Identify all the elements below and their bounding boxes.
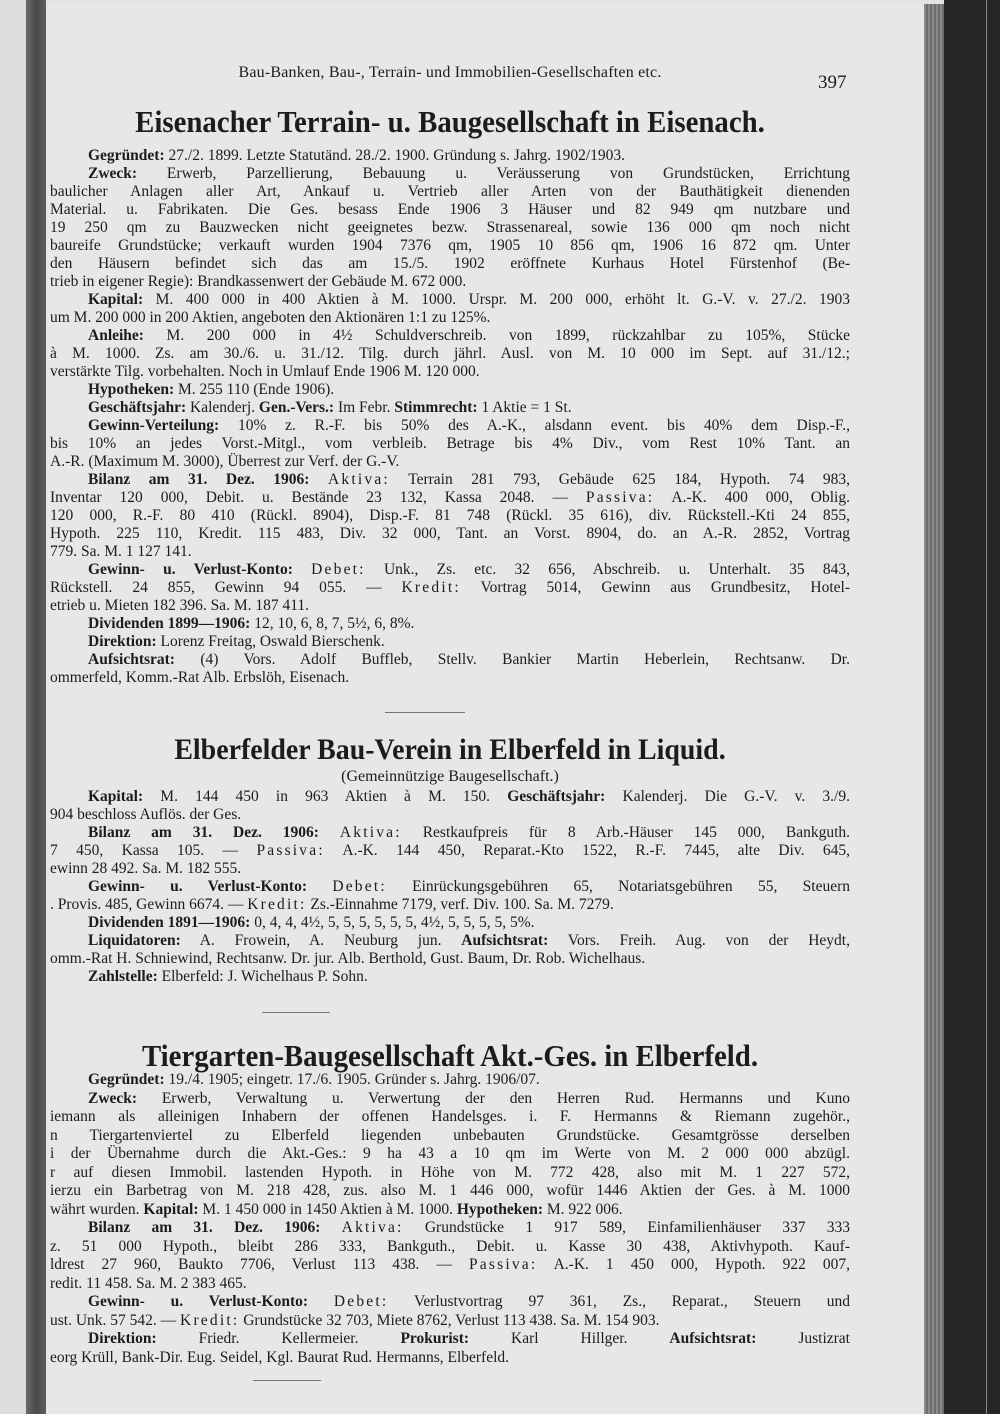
text-line — [50, 968, 850, 986]
text-line — [50, 651, 850, 669]
text-line — [50, 399, 850, 417]
field-text: ierzu ein Barbetrag von M. 218 428, zus. also M. 1 446 000, wofür 1446 Aktien der Ges. à M. 1000 — [50, 1182, 850, 1199]
ledger-side-label: Passiva: — [256, 842, 325, 859]
field-text: r auf diesen Immobil. lastenden Hypoth. in Höhe von M. 772 428, also mit M. 1 227 572, — [50, 1163, 850, 1181]
text-line — [50, 489, 850, 507]
field-label: Geschäftsjahr: — [88, 399, 187, 416]
field-text: A. Frowein, A. Neuburg jun. — [180, 932, 462, 949]
text-line — [50, 1182, 850, 1201]
field-text: iemann als alleinigen Inhabern der offenen Handelsges. i. F. Hermanns & Riemann zugehör., — [50, 1108, 850, 1125]
field-text: n Tiergartenviertel zu Elberfeld liegenden unbebauten Grundstücke. Gesamtgrösse derselben — [50, 1126, 850, 1144]
field-text: omm.-Rat H. Schniewind, Rechtsanw. Dr. jur. Alb. Berthold, Gust. Baum, Dr. Rob. Wichelhaus. — [50, 950, 646, 967]
text-line — [50, 878, 850, 896]
text-line — [50, 1164, 850, 1183]
field-label: Gewinn- u. Verlust-Konto: — [88, 1293, 309, 1310]
field-text — [319, 824, 340, 841]
field-text: ewinn 28 492. Sa. M. 182 555. — [50, 860, 242, 877]
field-label: Dividenden 1891—1906: — [88, 914, 251, 931]
text-line — [50, 147, 850, 165]
field-text: 1 Aktie = 1 St. — [477, 399, 572, 416]
field-text: Material. u. Fabrikaten. Die Ges. besass Ende 1906 3 Häuser und 82 949 qm nutzbare und — [50, 201, 850, 218]
previous-page-edge — [0, 0, 26, 1414]
text-line — [50, 327, 850, 345]
field-text: Grundstücke 1 917 589, Einfamilienhäuser 337 333 — [403, 1219, 851, 1236]
text-line — [50, 1071, 850, 1090]
field-text: (4) Vors. Adolf Buffleb, Stellv. Bankier Martin Heberlein, Rechtsanw. Dr. — [174, 651, 850, 668]
text-line — [50, 1256, 850, 1275]
field-text: Rückstell. 24 855, Gewinn 94 055. — — [50, 579, 402, 596]
field-text: . Provis. 485, Gewinn 6674. — — [50, 896, 248, 913]
text-line — [50, 345, 850, 363]
field-label: Gen.-Vers.: — [258, 399, 335, 416]
field-text: Verlustvortrag 97 361, Zs., Reparat., Steuern und — [388, 1293, 850, 1310]
text-line — [50, 1275, 850, 1294]
field-text: A.-K. 144 450, Reparat.-Kto 1522, R.-F. 7445, alte Div. 645, — [324, 842, 850, 859]
field-text: Justizrat — [756, 1330, 850, 1347]
text-line — [50, 525, 850, 543]
field-text: Im Febr. — [334, 399, 395, 416]
ledger-side-label: Kredit: — [180, 1311, 240, 1329]
text-line — [50, 950, 850, 968]
field-text: Unk., Zs. etc. 32 656, Abschreib. u. Unterhalt. 35 843, — [365, 561, 851, 578]
text-line — [50, 914, 850, 932]
running-header: Bau-Banken, Bau-, Terrain- und Immobilien-Gesellschaften etc. — [238, 64, 662, 81]
field-label: Gewinn- u. Verlust-Konto: — [88, 878, 307, 895]
field-text: eorg Krüll, Bank-Dir. Eug. Seidel, Kgl. Baurat Rud. Hermanns, Elberfeld. — [50, 1348, 510, 1366]
text-line — [50, 291, 850, 309]
field-text: 27./2. 1899. Letzte Statutänd. 28./2. 1900. Gründung s. Jahrg. 1902/1903. — [164, 147, 626, 164]
field-text: Hypoth. 225 110, Kredit. 115 483, Div. 32 000, Tant. an Vorst. 8904, do. an A.-R. 2852, Vortrag — [50, 525, 850, 542]
text-line — [50, 471, 850, 489]
field-text: verstärkte Tilg. vorbehalten. Noch in Umlauf Ende 1906 M. 120 000. — [50, 363, 480, 380]
text-line — [50, 381, 850, 399]
field-label: Hypotheken: — [88, 381, 175, 398]
field-text: Lorenz Freitag, Oswald Bierschenk. — [156, 633, 385, 650]
field-text: Vors. Freih. Aug. von der Heydt, — [548, 932, 850, 949]
field-text: Erwerb, Parzellierung, Bebauung u. Veräusserung von Grundstücken, Errichtung — [137, 165, 850, 182]
page-number: 397 — [818, 72, 847, 93]
field-text: 10% z. R.-F. bis 50% des A.-K., alsdann event. bis 40% dem Disp.-F., — [219, 417, 850, 434]
field-text: Inventar 120 000, Debit. u. Bestände 23 132, Kassa 2048. — — [50, 489, 586, 506]
ledger-side-label: Aktiva: — [339, 824, 402, 841]
field-text: bis 10% an jedes Vorst.-Mitgl., vom verbleib. Betrage bis 4% Div., vom Rest 10% Tant. an — [50, 435, 850, 452]
field-label: Kapital: — [88, 788, 144, 805]
field-text — [320, 1219, 341, 1236]
field-text: M. 400 000 in 400 Aktien à M. 1000. Urspr. M. 200 000, erhöht lt. G.-V. v. 27./2. 1903 — [143, 291, 850, 308]
field-text — [308, 1293, 334, 1310]
text-line — [50, 183, 850, 201]
field-label: Gewinn-Verteilung: — [88, 417, 220, 434]
scan-background — [944, 0, 1000, 1414]
field-text: A.-K. 400 000, Oblig. — [654, 489, 850, 506]
text-line — [50, 860, 850, 878]
field-label: Bilanz am 31. Dez. 1906: — [88, 824, 319, 841]
ledger-side-label: Aktiva: — [328, 471, 390, 488]
field-text: 779. Sa. M. 1 127 141. — [50, 543, 192, 560]
field-label: Dividenden 1899—1906: — [88, 615, 251, 632]
text-line — [50, 1145, 850, 1164]
field-text: z. 51 000 Hypoth., bleibt 286 333, Bankguth., Debit. u. Kasse 30 438, Aktivhypoth. Kauf- — [50, 1237, 850, 1255]
ledger-side-label: Aktiva: — [341, 1219, 404, 1236]
ledger-side-label: Debet: — [332, 878, 387, 895]
text-line — [50, 363, 850, 381]
field-text: ust. Unk. 57 542. — — [50, 1311, 181, 1329]
text-line — [50, 237, 850, 255]
field-text: Vortrag 5014, Gewinn aus Grundbesitz, Hotel- — [460, 579, 850, 596]
company-entry-eisenach — [50, 147, 850, 687]
ledger-side-label: Debet: — [311, 561, 366, 578]
field-label: Liquidatoren: — [88, 932, 181, 949]
field-text: redit. 11 458. Sa. M. 2 383 465. — [50, 1274, 247, 1292]
field-text: i der Übernahme durch die Akt.-Ges.: 9 ha 43 a 10 qm im Werte von M. 2 000 000 abzügl. — [50, 1145, 850, 1162]
field-text: Erwerb, Verwaltung u. Verwertung der den Herren Rud. Hermanns und Kuno — [137, 1089, 850, 1107]
field-text: à M. 1000. Zs. am 30./6. u. 31./12. Tilg. durch jährl. Ausl. von M. 10 000 im Sept. auf 31./12.; — [50, 345, 850, 362]
field-text: M. 922 006. — [543, 1200, 623, 1218]
company-title-eisenach: Eisenacher Terrain- u. Baugesellschaft in Eisenach. — [135, 104, 765, 139]
text-line — [50, 1090, 850, 1109]
field-text: Friedr. Kellermeier. — [156, 1330, 401, 1347]
field-text: Grundstücke 32 703, Miete 8762, Verlust 113 438. Sa. M. 154 903. — [239, 1311, 660, 1329]
field-label: Zweck: — [88, 1089, 138, 1107]
company-title-elberfelder-bauverein: Elberfelder Bau-Verein in Elberfeld in Liquid. — [174, 733, 726, 766]
field-text: A.-K. 1 450 000, Hypoth. 922 007, — [537, 1256, 850, 1273]
text-line — [50, 1108, 850, 1127]
field-text: währt wurden. — [50, 1200, 144, 1218]
text-line — [50, 669, 850, 687]
text-line — [50, 219, 850, 237]
field-label: Gegründet: — [88, 1071, 165, 1088]
ledger-side-label: Kredit: — [247, 896, 307, 913]
field-text: Restkaufpreis für 8 Arb.-Häuser 145 000, Bankguth. — [401, 824, 851, 841]
field-label: Stimmrecht: — [394, 399, 478, 416]
field-text: 120 000, R.-F. 80 410 (Rückl. 8904), Disp.-F. 81 748 (Rückl. 35 616), div. Rückstell.-Kti 24 855, — [50, 507, 850, 524]
field-label: Aufsichtsrat: — [461, 932, 549, 949]
section-divider — [385, 712, 465, 713]
field-text: M. 144 450 in 963 Aktien à M. 150. — [143, 788, 508, 805]
section-divider — [253, 1380, 321, 1381]
text-line — [50, 842, 850, 860]
text-line — [50, 417, 850, 435]
text-line — [50, 309, 850, 327]
field-label: Aufsichtsrat: — [88, 651, 175, 668]
company-subtitle: (Gemeinnützige Baugesellschaft.) — [341, 768, 559, 785]
company-title-tiergarten: Tiergarten-Baugesellschaft Akt.-Ges. in Elberfeld. — [141, 1038, 759, 1073]
field-text: 12, 10, 6, 8, 7, 5½, 6, 8%. — [250, 615, 415, 632]
text-line — [50, 932, 850, 950]
ledger-side-label: Kredit: — [401, 579, 461, 596]
text-line — [50, 255, 850, 273]
field-text: um M. 200 000 in 200 Aktien, angeboten den Aktionären 1:1 zu 125%. — [50, 309, 491, 326]
field-text: baureife Grundstücke; verkauft wurden 1904 7376 qm, 1905 10 856 qm, 1906 16 872 qm. Unter — [50, 237, 850, 254]
text-line — [50, 1219, 850, 1238]
field-text: trieb in eigener Regie): Brandkassenwert der Gebäude M. 672 000. — [50, 273, 467, 290]
field-label: Gewinn- u. Verlust-Konto: — [88, 561, 293, 578]
ledger-side-label: Debet: — [333, 1293, 389, 1310]
field-text: ldrest 27 960, Baukto 7706, Verlust 113 438. — — [50, 1256, 469, 1273]
text-line — [50, 896, 850, 914]
field-text — [309, 471, 328, 488]
field-label: Direktion: — [88, 633, 157, 650]
book-gutter — [26, 0, 46, 1414]
field-label: Kapital: — [143, 1200, 199, 1218]
field-text: etrieb u. Mieten 182 396. Sa. M. 187 411. — [50, 597, 310, 614]
field-label: Direktion: — [88, 1330, 157, 1347]
field-text: 904 beschloss Auflös. der Ges. — [50, 806, 242, 823]
field-text: ommerfeld, Komm.-Rat Alb. Erbslöh, Eisenach. — [50, 669, 350, 686]
field-label: Geschäftsjahr: — [507, 788, 606, 805]
text-line — [50, 1312, 850, 1331]
field-text — [307, 878, 332, 895]
field-text: 7 450, Kassa 105. — — [50, 842, 257, 859]
text-line — [50, 165, 850, 183]
text-line — [50, 597, 850, 615]
text-line — [50, 806, 850, 824]
text-line — [50, 543, 850, 561]
text-line — [50, 507, 850, 525]
field-label: Zweck: — [88, 165, 138, 182]
company-entry-elberfelder-bauverein — [50, 788, 850, 986]
text-line — [50, 1330, 850, 1349]
field-text: M. 1 450 000 in 1450 Aktien à M. 1000. — [198, 1200, 457, 1218]
text-line — [50, 453, 850, 471]
field-text: Zs.-Einnahme 7179, verf. Div. 100. Sa. M. 7279. — [306, 896, 614, 913]
field-text: 19 250 qm zu Bauzwecken nicht geeignetes bezw. Strassenareal, sowie 136 000 qm noch nicht — [50, 219, 850, 236]
company-entry-tiergarten — [50, 1071, 850, 1367]
field-label: Anleihe: — [88, 327, 144, 344]
text-line — [50, 201, 850, 219]
page-edge-stack — [924, 4, 944, 1414]
text-line — [50, 633, 850, 651]
text-line — [50, 1127, 850, 1146]
text-line — [50, 435, 850, 453]
field-label: Bilanz am 31. Dez. 1906: — [88, 1219, 321, 1236]
field-label: Hypotheken: — [456, 1200, 543, 1218]
text-line — [50, 1201, 850, 1220]
ledger-side-label: Passiva: — [468, 1256, 538, 1273]
field-text: A.-R. (Maximum M. 3000), Überrest zur Verf. der G.-V. — [50, 453, 400, 470]
field-label: Zahlstelle: — [88, 968, 158, 985]
field-text: 19./4. 1905; eingetr. 17./6. 1905. Gründer s. Jahrg. 1906/07. — [164, 1071, 540, 1088]
text-line — [50, 788, 850, 806]
text-line — [50, 1238, 850, 1257]
field-text: M. 255 110 (Ende 1906). — [174, 381, 335, 398]
field-text: Elberfeld: J. Wichelhaus P. Sohn. — [157, 968, 368, 985]
field-label: Bilanz am 31. Dez. 1906: — [88, 471, 310, 488]
text-line — [50, 824, 850, 842]
text-line — [50, 561, 850, 579]
field-text: Einrückungsgebühren 65, Notariatsgebühren 55, Steuern — [386, 878, 850, 895]
field-text: 0, 4, 4, 4½, 5, 5, 5, 5, 5, 5, 4½, 5, 5, 5, 5, 5%. — [250, 914, 535, 931]
text-line — [50, 615, 850, 633]
field-text: Terrain 281 793, Gebäude 625 184, Hypoth. 74 983, — [389, 471, 851, 488]
text-line — [50, 273, 850, 291]
field-text: baulicher Anlagen aller Art, Ankauf u. Vertrieb aller Arten von der Bauthätigkeit dienenden — [50, 183, 850, 200]
text-line — [50, 579, 850, 597]
field-text: Karl Hillger. — [469, 1330, 670, 1347]
field-text: Kalenderj. Die G.-V. v. 3./9. — [605, 788, 850, 805]
field-text: Kalenderj. — [186, 399, 259, 416]
field-text: den Häusern befindet sich das am 15./5. 1902 eröffnete Kurhaus Hotel Fürstenhof (Be- — [50, 255, 850, 272]
field-label: Kapital: — [88, 291, 144, 308]
field-text: M. 200 000 in 4½ Schuldverschreib. von 1899, rückzahlbar zu 105%, Stücke — [143, 327, 850, 344]
text-line — [50, 1349, 850, 1368]
section-divider — [262, 1012, 330, 1013]
field-text — [293, 561, 311, 578]
field-label: Prokurist: — [400, 1330, 470, 1347]
field-label: Aufsichtsrat: — [669, 1330, 757, 1347]
text-line — [50, 1293, 850, 1312]
ledger-side-label: Passiva: — [585, 489, 655, 506]
field-label: Gegründet: — [88, 147, 165, 164]
